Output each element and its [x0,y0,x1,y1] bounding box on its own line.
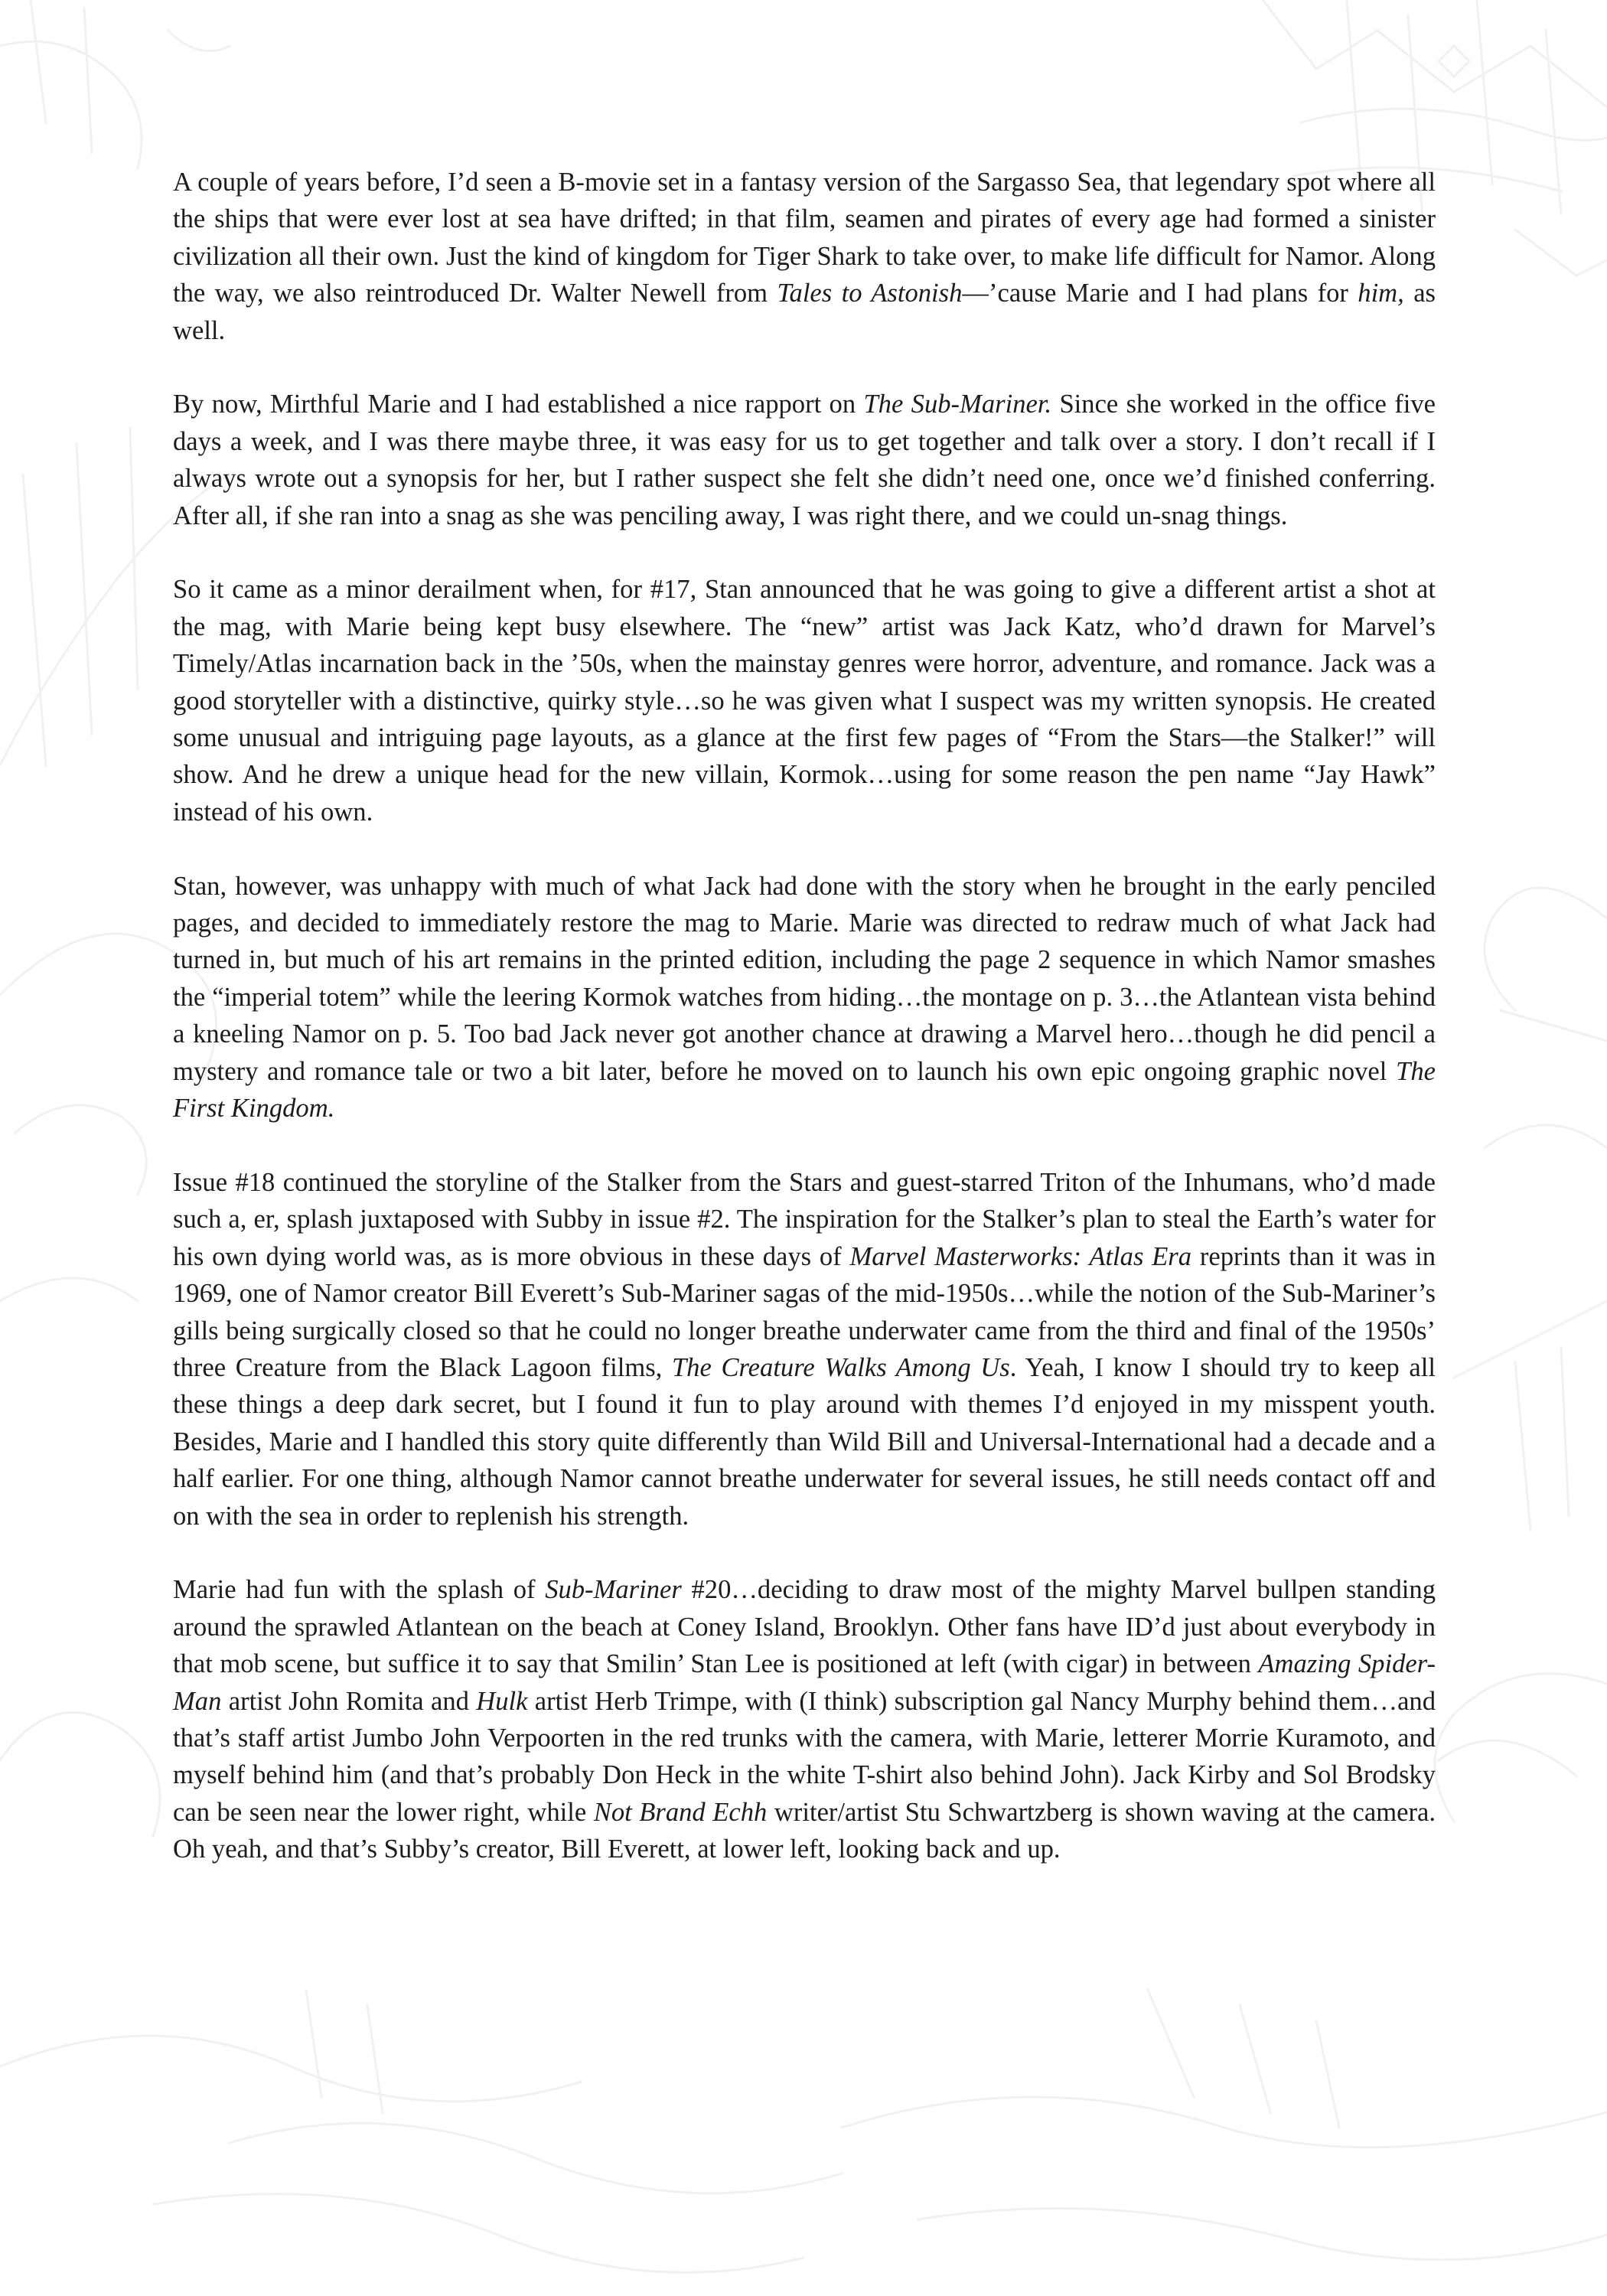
article-body [173,164,1436,1868]
paragraph-text: artist Herb Trimpe, with (I think) subscription gal Nancy Murphy behind them…and that’s staff artist Jumbo John Verpoorten in the red trunks with the camera, with Marie, letterer Morrie Kuramoto, and myself behind him (and that’s probably Don Heck in the white T-shirt also behind John). Jack Kirby and Sol Brodsky can be seen near the lower right, while [173,1686,1436,1827]
paragraph-text: By now, Mirthful Marie and I had established a nice rapport on [173,390,864,419]
italic-title-text: Marvel Masterworks: Atlas Era [849,1241,1192,1271]
paragraph [173,386,1436,534]
italic-title-text: Tales to Astonish [777,279,963,308]
paragraph-text: Marie had fun with the splash of [173,1575,546,1605]
italic-title-text: Amazing Spider-Man [173,1649,1436,1716]
italic-title-text: The Sub-Mariner. [863,390,1052,419]
paragraph-text: reprints than it was in 1969, one of Namor creator Bill Everett’s Sub-Mariner sagas of the mid-1950s…while the notion of the Sub-Mariner’s gills being surgically closed so that he could no longer breathe underwater came from the third and final of the 1950s’ three Creature from the Black Lagoon films, [173,1241,1436,1382]
paragraph-text: Issue #18 continued the storyline of the Stalker from the Stars and guest-starred Triton of the Inhumans, who’d made such a, er, splash juxtaposed with Subby in issue #2. The inspiration for the Stalker’s plan to steal the Earth’s water for his own dying world was, as is more obvious in these days of [173,1167,1436,1271]
paragraph-text: #20…deciding to draw most of the mighty Marvel bullpen standing around the sprawled Atlantean on the beach at Coney Island, Brooklyn. Other fans have ID’d just about everybody in that mob scene, but suffice it to say that Smilin’ Stan Lee is positioned at left (with cigar) in between [173,1575,1436,1679]
italic-title-text: Sub-Mariner [545,1575,682,1605]
paragraph [173,1164,1436,1534]
italic-title-text: Not Brand Echh [593,1797,768,1827]
paragraph-text: —’cause Marie and I had plans for [962,279,1358,308]
paragraph-text: . Yeah, I know I should try to keep all these things a deep dark secret, but I found it fun to play around with themes I’d enjoyed in my misspent youth. Besides, Marie and I handled this story quite differently than Wild Bill and Universal-International had a decade and a half earlier. For one thing, although Namor cannot breathe underwater for several issues, he still needs contact off and on with the sea in order to replenish his strength. [173,1352,1436,1531]
paragraph-text: So it came as a minor derailment when, for #17, Stan announced that he was going to give a different artist a shot at the mag, with Marie being kept busy elsewhere. The “new” artist was Jack Katz, who’d drawn for Marvel’s Timely/Atlas incarnation back in the ’50s, when the mainstay genres were horror, adventure, and romance. Jack was a good storyteller with a distinctive, quirky style…so he was given what I suspect was my written synopsis. He created some unusual and intriguing page layouts, as a glance at the first few pages of “From the Stars—the Stalker!” will show. And he drew a unique head for the new villain, Kormok…using for some reason the pen name “Jay Hawk” instead of his own. [173,575,1436,827]
paragraph-text: writer/artist Stu Schwartzberg is shown waving at the camera. Oh yeah, and that’s Subby’s creator, Bill Everett, at lower left, looking back and up. [173,1797,1436,1864]
italic-title-text: The Creature Walks Among Us [671,1352,1010,1382]
paragraph [173,164,1436,349]
paragraph [173,868,1436,1127]
paragraph-text: A couple of years before, I’d seen a B-movie set in a fantasy version of the Sargasso Sea, that legendary spot where all the ships that were ever lost at sea have drifted; in that film, seamen and pirates of every age had formed a sinister civilization all their own. Just the kind of kingdom for Tiger Shark to take over, to make life difficult for Namor. Along the way, we also reintroduced Dr. Walter Newell from [173,168,1436,308]
italic-title-text: him, [1358,279,1404,308]
paragraph-text: Since she worked in the office five days a week, and I was there maybe three, it was easy for us to get together and talk over a story. I don’t recall if I always wrote out a synopsis for her, but I rather suspect she felt she didn’t need one, once we’d finished conferring. After all, if she ran into a snag as she was penciling away, I was right there, and we could un-snag things. [173,390,1436,530]
paragraph-text: as well. [173,279,1436,345]
italic-title-text: The First Kingdom. [173,1056,1436,1124]
paragraph-text: artist John Romita and [221,1686,477,1716]
italic-title-text: Hulk [476,1686,528,1716]
paragraph [173,571,1436,830]
paragraph-text: Stan, however, was unhappy with much of what Jack had done with the story when he brought in the early penciled pages, and decided to immediately restore the mag to Marie. Marie was directed to redraw much of what Jack had turned in, but much of his art remains in the printed edition, including the page 2 sequence in which Namor smashes the “imperial totem” while the leering Kormok watches from hiding…the montage on p. 3…the Atlantean vista behind a kneeling Namor on p. 5. Too bad Jack never got another chance at drawing a Marvel hero…though he did pencil a mystery and romance tale or two a bit later, before he moved on to launch his own epic ongoing graphic novel [173,871,1436,1086]
paragraph [173,1571,1436,1867]
